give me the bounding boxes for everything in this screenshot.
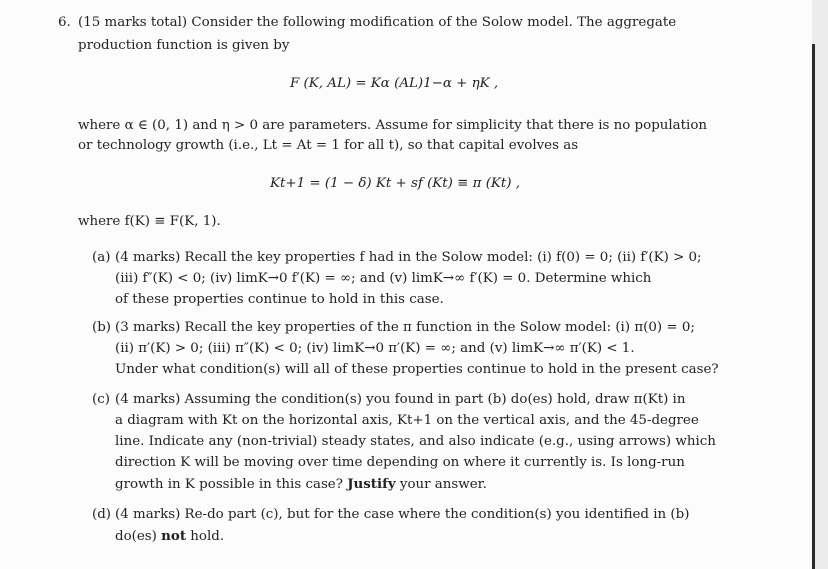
part-d-line-1: (4 marks) Re-do part (c), but for the case where the condition(s) you identified in (b) (115, 507, 690, 522)
question-number: 6. (58, 15, 71, 30)
part-b-line-1: (3 marks) Recall the key properties of the π function in the Solow model: (i) π(0) = 0; (115, 320, 695, 335)
part-a-line-2: (iii) f″(K) < 0; (iv) limK→0 f′(K) = ∞; and (v) limK→∞ f′(K) = 0. Determine which (115, 271, 652, 286)
part-c-line-5 (115, 474, 487, 495)
part-c-label: (c) (92, 392, 110, 407)
part-c-line-1: (4 marks) Assuming the condition(s) you found in part (b) do(es) hold, draw π(Kt) in (115, 392, 686, 407)
part-d-line-2-end: hold. (190, 529, 225, 544)
part-c-line-5-end: your answer. (399, 477, 487, 492)
part-a-line-3: of these properties continue to hold in this case. (115, 292, 444, 307)
f-definition: where f(K) ≡ F(K, 1). (78, 214, 221, 229)
part-d-line-2 (115, 526, 224, 547)
parameters-line-2: or technology growth (i.e., Lt = At = 1 for all t), so that capital evolves as (78, 138, 579, 153)
capital-evolution-equation: Kt+1 = (1 − δ) Kt + sf (Kt) ≡ π (Kt) , (270, 176, 521, 191)
page-edge-shadow (812, 44, 815, 569)
part-d-line-2-start: do(es) (115, 529, 157, 544)
part-d-label: (d) (92, 507, 112, 522)
part-b-label: (b) (92, 320, 112, 335)
part-b-line-3: Under what condition(s) will all of these properties continue to hold in the present case? (115, 362, 719, 377)
part-c-justify-emphasis: Justify (347, 476, 396, 492)
part-d-not-emphasis: not (161, 528, 187, 544)
part-c-line-4: direction K will be moving over time depending on where it currently is. Is long-run (115, 455, 685, 470)
part-a-line-1: (4 marks) Recall the key properties f had in the Solow model: (i) f(0) = 0; (ii) f′(K) > 0; (115, 250, 702, 265)
parameters-line-1: where α ∈ (0, 1) and η > 0 are parameters. Assume for simplicity that there is no population (78, 118, 708, 133)
part-c-line-5-text: growth in K possible in this case? (115, 477, 343, 492)
part-a-label: (a) (92, 250, 111, 265)
production-function-equation: F (K, AL) = Kα (AL)1−α + ηK , (290, 76, 499, 91)
question-intro-line-1: (15 marks total) Consider the following modification of the Solow model. The aggregate (78, 15, 677, 30)
part-b-line-2: (ii) π′(K) > 0; (iii) π″(K) < 0; (iv) limK→0 π′(K) = ∞; and (v) limK→∞ π′(K) < 1. (115, 341, 635, 356)
part-c-line-3: line. Indicate any (non-trivial) steady states, and also indicate (e.g., using arrows) which (115, 434, 716, 449)
question-intro-line-2: production function is given by (78, 38, 290, 53)
part-c-line-2: a diagram with Kt on the horizontal axis, Kt+1 on the vertical axis, and the 45-degree (115, 413, 699, 428)
